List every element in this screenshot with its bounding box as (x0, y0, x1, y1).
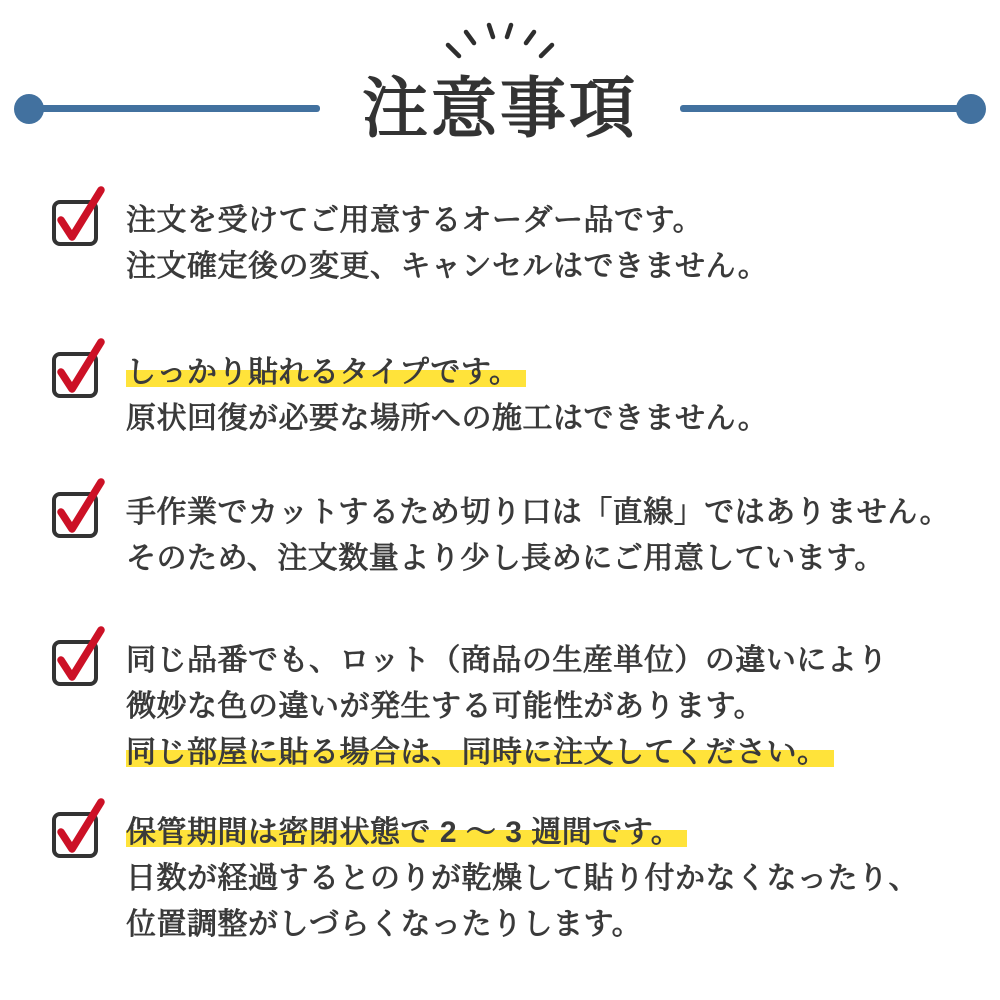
item-text-block (126, 350, 768, 442)
item-text-line (126, 902, 919, 948)
checklist-item (52, 490, 980, 582)
item-text-block (126, 198, 768, 290)
plain-text: 注文を受けてご用意するオーダー品です。 (126, 204, 704, 237)
checklist-item (52, 810, 980, 948)
divider-dot-left (14, 94, 44, 124)
title-banner (0, 71, 1000, 145)
plain-text: 注文確定後の変更、キャンセルはできません。 (126, 250, 769, 283)
plain-text: 同じ品番でも、ロット（商品の生産単位）の違いにより (126, 644, 888, 677)
plain-text: 位置調整がしづらくなったりします。 (126, 908, 643, 941)
item-text-block (126, 810, 919, 948)
item-text-line (126, 684, 888, 730)
highlighted-text: 保管期間は密閉状態で 2 〜 3 週間です。 (126, 816, 687, 849)
plain-text: そのため、注文数量より少し長めにご用意しています。 (126, 542, 885, 575)
checked-checkbox-icon (52, 492, 98, 538)
item-text-line (126, 730, 888, 776)
item-text-line (126, 490, 950, 536)
divider-line-right (680, 105, 984, 112)
checked-checkbox-icon (52, 812, 98, 858)
plain-text: 原状回復が必要な場所への施工はできません。 (126, 402, 769, 435)
divider-dot-right (956, 94, 986, 124)
item-text-line (126, 856, 919, 902)
item-text-line (126, 810, 919, 856)
checklist (52, 198, 980, 948)
item-text-line (126, 638, 888, 684)
plain-text: 微妙な色の違いが発生する可能性があります。 (126, 690, 765, 723)
item-text-line (126, 198, 768, 244)
checked-checkbox-icon (52, 200, 98, 246)
page-title: 注意事項 (362, 71, 638, 145)
item-text-block (126, 638, 888, 776)
highlighted-text: しっかり貼れるタイプです。 (126, 356, 526, 389)
plain-text: 手作業でカットするため切り口は「直線」ではありません。 (126, 496, 951, 529)
item-text-block (126, 490, 950, 582)
highlighted-text: 同じ部屋に貼る場合は、同時に注文してください。 (126, 736, 834, 769)
item-text-line (126, 396, 768, 442)
item-text-line (126, 536, 950, 582)
checked-checkbox-icon (52, 640, 98, 686)
plain-text: 日数が経過するとのりが乾燥して貼り付かなくなったり、 (126, 862, 919, 895)
divider-line-left (16, 105, 320, 112)
item-text-line (126, 244, 768, 290)
checked-checkbox-icon (52, 352, 98, 398)
emphasis-rays-icon (440, 10, 560, 65)
checklist-item (52, 350, 980, 442)
item-text-line (126, 350, 768, 396)
checklist-item (52, 638, 980, 776)
checklist-item (52, 198, 980, 290)
